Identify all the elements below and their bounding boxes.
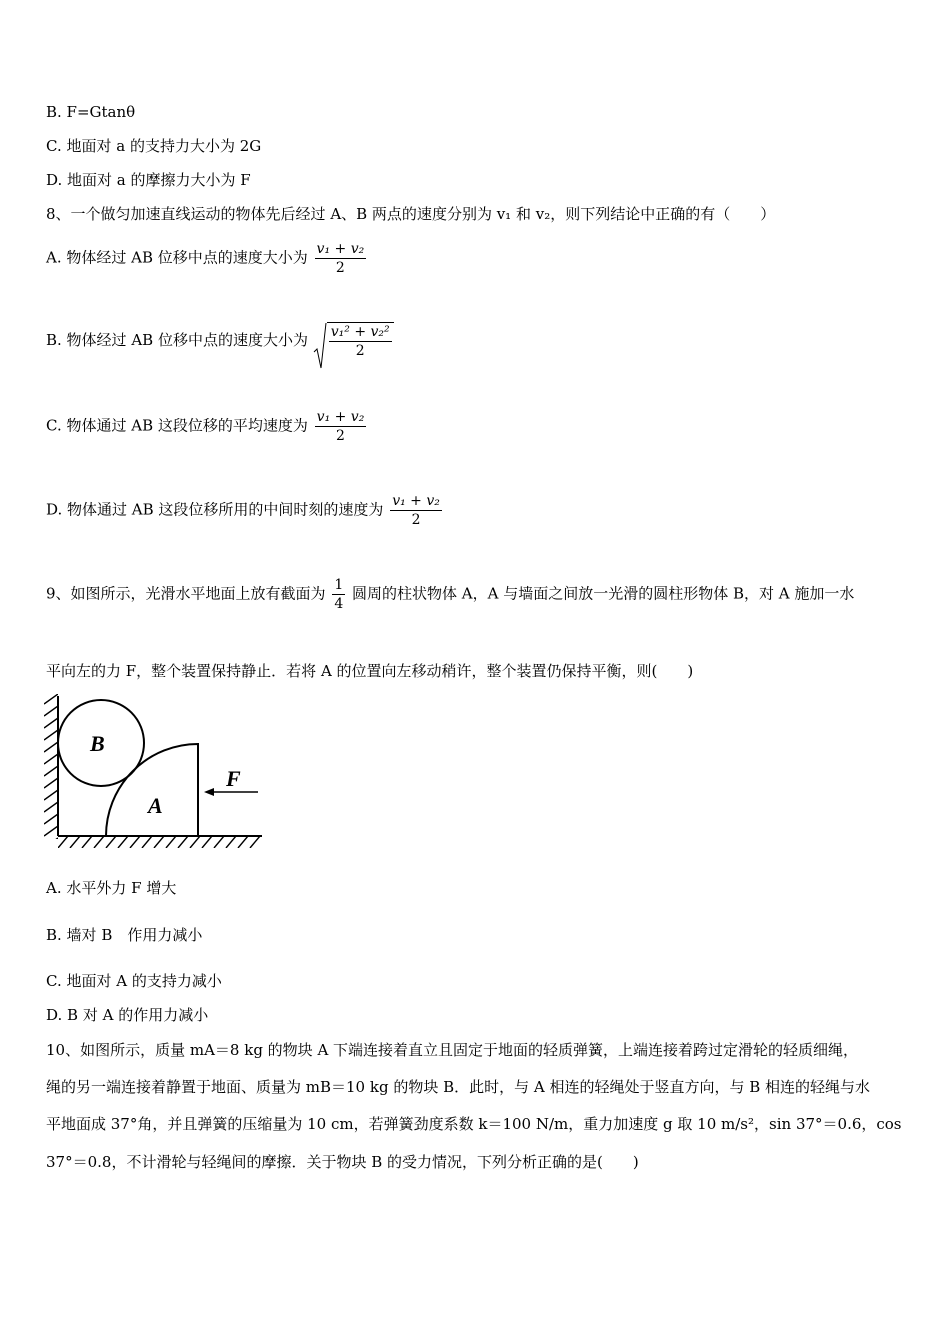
q9-stem-line2: 平向左的力 F，整个装置保持静止．若将 A 的位置向左移动稍许，整个装置仍保持平衡，则( ) bbox=[46, 662, 694, 680]
q10-line1: 10、如图所示，质量 mA＝8 kg 的物块 A 下端连接着直立且固定于地面的轻质弹簧，上端连接着跨过定滑轮的轻质细绳， bbox=[46, 1041, 859, 1059]
label-f: F bbox=[226, 766, 241, 791]
q7-option-d: D. 地面对 a 的摩擦力大小为 F bbox=[46, 171, 251, 189]
q8-option-c bbox=[46, 408, 368, 445]
fraction-denominator: 2 bbox=[336, 428, 345, 444]
q8-option-a-text: A. 物体经过 AB 位移中点的速度大小为 bbox=[46, 248, 308, 267]
fraction-denominator: 2 bbox=[411, 512, 421, 528]
q10-line3: 平地面成 37°角，并且弹簧的压缩量为 10 cm，若弹簧劲度系数 k＝100 N/m，重力加速度 g 取 10 m/s²，sin 37°＝0.6，cos bbox=[46, 1115, 902, 1133]
fraction-numerator: v₁² + v₂² bbox=[330, 324, 390, 340]
q8-option-b bbox=[46, 322, 394, 360]
q8-option-c-fraction bbox=[315, 408, 367, 445]
fraction-numerator: v₁ + v₂ bbox=[392, 493, 440, 509]
q8-stem: 8、一个做匀加速直线运动的物体先后经过 A、B 两点的速度分别为 v₁ 和 v₂，则下列结论中正确的有（ ） bbox=[46, 205, 776, 223]
q10-line2: 绳的另一端连接着静置于地面、质量为 mB＝10 kg 的物块 B．此时，与 A 相连的轻绳处于竖直方向，与 B 相连的轻绳与水 bbox=[46, 1078, 871, 1096]
fraction-numerator: 1 bbox=[334, 577, 344, 593]
q7-option-c: C. 地面对 a 的支持力大小为 2G bbox=[46, 137, 262, 155]
q8-option-d bbox=[46, 492, 444, 529]
q9-stem-line1 bbox=[46, 576, 854, 613]
ground-hatch bbox=[58, 836, 260, 848]
q8-option-b-text: B. 物体经过 AB 位移中点的速度大小为 bbox=[46, 331, 308, 349]
q8-option-d-text: D. 物体通过 AB 这段位移所用的中间时刻的速度为 bbox=[46, 500, 384, 519]
q9-stem-part-a: 9、如图所示，光滑水平地面上放有截面为 bbox=[46, 584, 326, 603]
q7-option-b: B. F=Gtanθ bbox=[46, 103, 136, 121]
fraction-denominator: 4 bbox=[334, 596, 344, 612]
q9-figure bbox=[44, 694, 266, 850]
sqrt-fraction bbox=[329, 323, 392, 360]
q10-line4: 37°＝0.8，不计滑轮与轻绳间的摩擦．关于物块 B 的受力情况，下列分析正确的是( ) bbox=[46, 1153, 639, 1171]
force-arrowhead-icon bbox=[204, 788, 214, 796]
q9-option-a: A. 水平外力 F 增大 bbox=[46, 879, 177, 897]
label-a: A bbox=[148, 793, 163, 818]
q8-option-c-text: C. 物体通过 AB 这段位移的平均速度为 bbox=[46, 416, 308, 435]
q8-option-a bbox=[46, 240, 368, 277]
q9-option-c: C. 地面对 A 的支持力减小 bbox=[46, 972, 222, 990]
fraction-numerator: v₁ + v₂ bbox=[316, 241, 365, 257]
quarter-cylinder-a bbox=[106, 744, 198, 836]
radical-sign-icon bbox=[313, 322, 327, 370]
q8-option-b-sqrt bbox=[313, 322, 394, 360]
q8-option-a-fraction bbox=[315, 240, 367, 277]
q9-option-d: D. B 对 A 的作用力减小 bbox=[46, 1006, 209, 1024]
fraction-numerator: v₁ + v₂ bbox=[316, 409, 365, 425]
label-b: B bbox=[90, 731, 105, 756]
fraction-denominator: 2 bbox=[355, 343, 365, 359]
q9-stem-part-b: 圆周的柱状物体 A，A 与墙面之间放一光滑的圆柱形物体 B，对 A 施加一水 bbox=[352, 584, 855, 603]
q8-option-d-fraction bbox=[390, 492, 442, 529]
fraction-denominator: 2 bbox=[335, 260, 345, 276]
wall-hatch bbox=[44, 694, 58, 848]
q9-quarter-fraction bbox=[332, 576, 345, 613]
q9-option-b: B. 墙对 B 作用力减小 bbox=[46, 926, 203, 944]
